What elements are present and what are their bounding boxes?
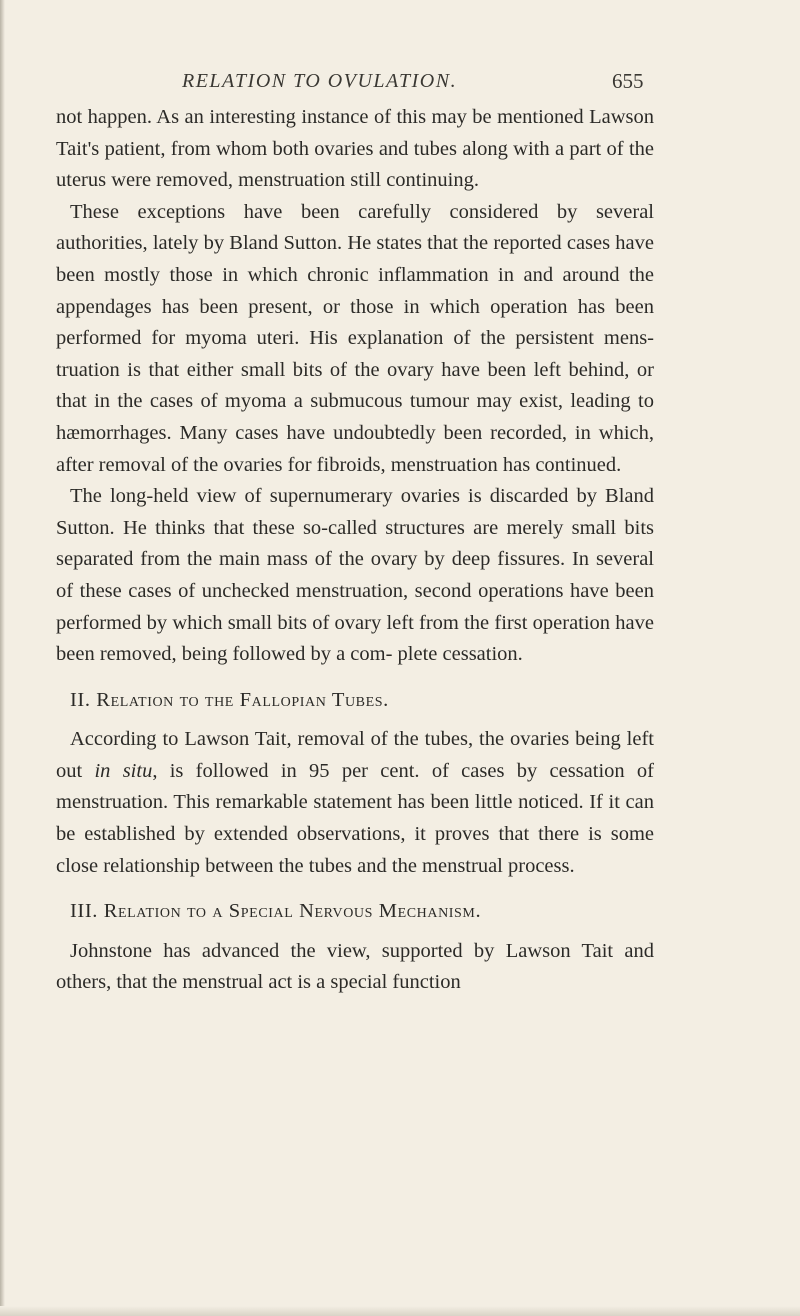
paragraph-3: The long-held view of supernumerary ovaries is discarded by Bland Sutton. He thinks that these so-called structures are merely small bits separated from the main mass of the ovary by deep fissures. In several of these cases of unchecked menstruation, second operations have been performed by which small bits of ovary left from the first operation have been removed, being followed by a com- plete cessation. [56,485,654,666]
section-heading-nervous-mechanism: III. Relation to a Special Nervous Mechanism. [70,900,482,923]
section-heading-fallopian-tubes: II. Relation to the Fallopian Tubes. [70,688,389,711]
paragraph-4-italic: in situ [94,759,153,782]
paragraph-4-start: According to Lawson Tait, removal of the tubes, the ovaries being left out [56,728,654,782]
paragraph-4 [56,724,654,882]
page-edge-shadow [0,0,5,1316]
page-body [56,102,654,999]
paragraph-1: not happen. As an interesting instance of this may be mentioned Lawson Tait's patient, from whom both ovaries and tubes along with a part of the uterus were removed, menstruation still continuing. [56,106,654,192]
paragraph-2: These exceptions have been carefully considered by several authorities, lately by Bland Sutton. He states that the reported cases have been mostly those in which chronic inflammation in and around the appendages has been present, or those in which operation has been performed for myoma uteri. His explanation of the persistent mens- truation is that either small bits of the ovary have been left behind, or that in the cases of myoma a submucous tumour may exist, leading to hæmorrhages. Many cases have undoubtedly been recorded, in which, after removal of the ovaries for fibroids, menstruation has continued. [56,200,654,476]
page-number: 655 [612,69,644,93]
page-bottom-shadow [0,1306,800,1316]
paragraph-4-end: , is followed in 95 per cent. of cases by cessation of menstruation. This remarkable statement has been little noticed. If it can be established by extended observations, it proves that there is some close relationship between the tubes and the menstrual process. [56,759,654,877]
paragraph-5: Johnstone has advanced the view, supported by Lawson Tait and others, that the menstrual act is a special function [56,939,654,994]
running-header: RELATION TO OVULATION. [182,70,458,92]
